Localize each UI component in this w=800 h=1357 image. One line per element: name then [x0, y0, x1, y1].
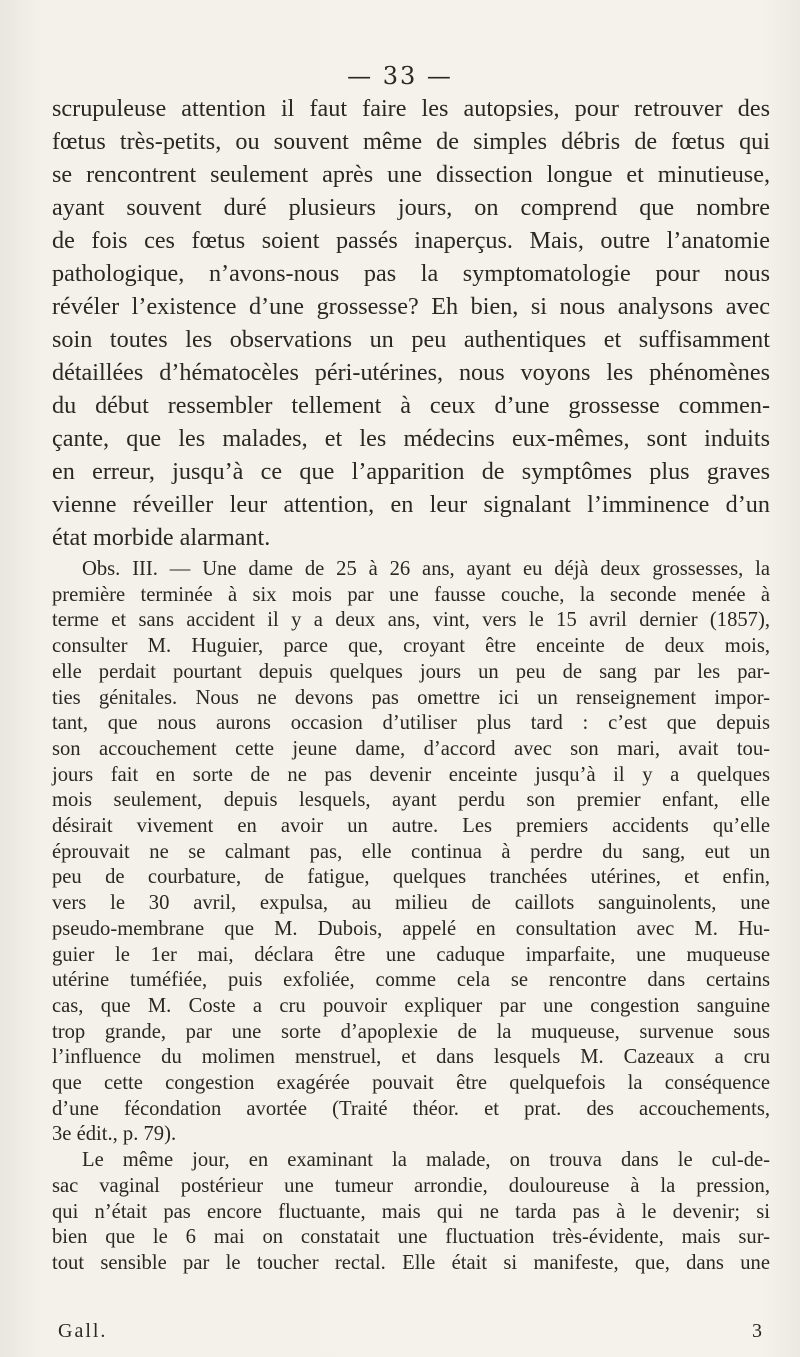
- text-line: scrupuleuse attention il faut faire les autopsies, pour retrouver des: [52, 95, 770, 122]
- text-line: consulter M. Huguier, parce que, croyant être enceinte de deux mois,: [52, 635, 770, 658]
- page-number: — 33 —: [347, 62, 453, 90]
- text-line: tout sensible par le toucher rectal. Elle était si manifeste, que, dans une: [52, 1251, 770, 1274]
- text-line: terme et sans accident il y a deux ans, vint, vers le 15 avril dernier (1857),: [52, 609, 770, 632]
- text-line: trop grande, par une sorte d’apoplexie de la muqueuse, survenue sous: [52, 1020, 770, 1043]
- text-line: détaillées d’hématocèles péri-utérines, nous voyons les phénomènes: [52, 359, 770, 386]
- text-line: sac vaginal postérieur une tumeur arrondie, douloureuse à la pression,: [52, 1174, 770, 1197]
- text-line: première terminée à six mois par une fausse couche, la seconde menée à: [52, 583, 770, 606]
- text-line: son accouchement cette jeune dame, d’accord avec son mari, avait tou-: [52, 737, 770, 760]
- text-line: éprouvait ne se calmant pas, elle continua à perdre du sang, eut un: [52, 840, 770, 863]
- text-line: révéler l’existence d’une grossesse? Eh bien, si nous analysons avec: [52, 293, 770, 320]
- text-line: bien que le 6 mai on constatait une fluctuation très-évidente, mais sur-: [52, 1226, 770, 1249]
- text-line: pathologique, n’avons-nous pas la symptomatologie pour nous: [52, 260, 770, 287]
- text-line: Le même jour, en examinant la malade, on trouva dans le cul-de-: [82, 1149, 770, 1172]
- text-line: çante, que les malades, et les médecins eux-mêmes, sont induits: [52, 425, 770, 452]
- page-footer: [58, 1320, 764, 1343]
- text-line: pseudo-membrane que M. Dubois, appelé en consultation avec M. Hu-: [52, 917, 770, 940]
- text-line: elle perdait pourtant depuis quelques jours un peu de sang par les par-: [52, 660, 770, 683]
- text-line: soin toutes les observations un peu authentiques et suffisamment: [52, 326, 770, 353]
- text-line: vers le 30 avril, expulsa, au milieu de caillots sanguinolents, une: [52, 892, 770, 915]
- text-line: peu de courbature, de fatigue, quelques tranchées utérines, et enfin,: [52, 866, 770, 889]
- text-line: mois seulement, depuis lesquels, ayant perdu son premier enfant, elle: [52, 789, 770, 812]
- observation-heading-line: Obs. III. — Une dame de 25 à 26 ans, ayant eu déjà deux grossesses, la: [82, 558, 770, 580]
- text-line: tant, que nous aurons occasion d’utiliser plus tard : c’est que depuis: [52, 712, 770, 735]
- text-line: désirait vivement en avoir un autre. Les premiers accidents qu’elle: [52, 815, 770, 838]
- text-line: 3e édit., p. 79).: [52, 1123, 177, 1146]
- text-line: cas, que M. Coste a cru pouvoir expliquer par une congestion sanguine: [52, 994, 770, 1017]
- text-line: d’une fécondation avortée (Traité théor. et prat. des accouchements,: [52, 1097, 770, 1120]
- text-line: l’influence du molimen menstruel, et dans lesquels M. Cazeaux a cru: [52, 1046, 770, 1069]
- text-line: fœtus très-petits, ou souvent même de simples débris de fœtus qui: [52, 128, 770, 155]
- text-line: qui n’était pas encore fluctuante, mais qui ne tarda pas à le devenir; si: [52, 1200, 770, 1223]
- text-line: en erreur, jusqu’à ce que l’apparition de symptômes plus graves: [52, 458, 770, 485]
- text-line: jours fait en sorte de ne pas devenir enceinte jusqu’à il y a quelques: [52, 763, 770, 786]
- signature-mark: Gall.: [58, 1320, 108, 1342]
- text-line: se rencontrent seulement après une dissection longue et minutieuse,: [52, 161, 770, 188]
- text-line: vienne réveiller leur attention, en leur signalant l’imminence d’un: [52, 491, 770, 518]
- text-line: utérine tuméfiée, puis exfoliée, comme cela se rencontre dans certains: [52, 969, 770, 992]
- text-line: ayant souvent duré plusieurs jours, on comprend que nombre: [52, 194, 770, 221]
- text-line: du début ressembler tellement à ceux d’une grossesse commen-: [52, 392, 770, 419]
- text-line: que cette congestion exagérée pouvait être quelquefois la conséquence: [52, 1072, 770, 1095]
- text-line: de fois ces fœtus soient passés inaperçus. Mais, outre l’anatomie: [52, 227, 770, 254]
- text-line: état morbide alarmant.: [52, 524, 271, 551]
- sheet-number: 3: [752, 1320, 764, 1342]
- main-paragraph: [52, 92, 770, 554]
- observation-paragraph: [52, 557, 770, 1277]
- text-line: ties génitales. Nous ne devons pas omettre ici un renseignement impor-: [52, 686, 770, 709]
- text-line: guier le 1er mai, déclara être une caduque imparfaite, une muqueuse: [52, 943, 770, 966]
